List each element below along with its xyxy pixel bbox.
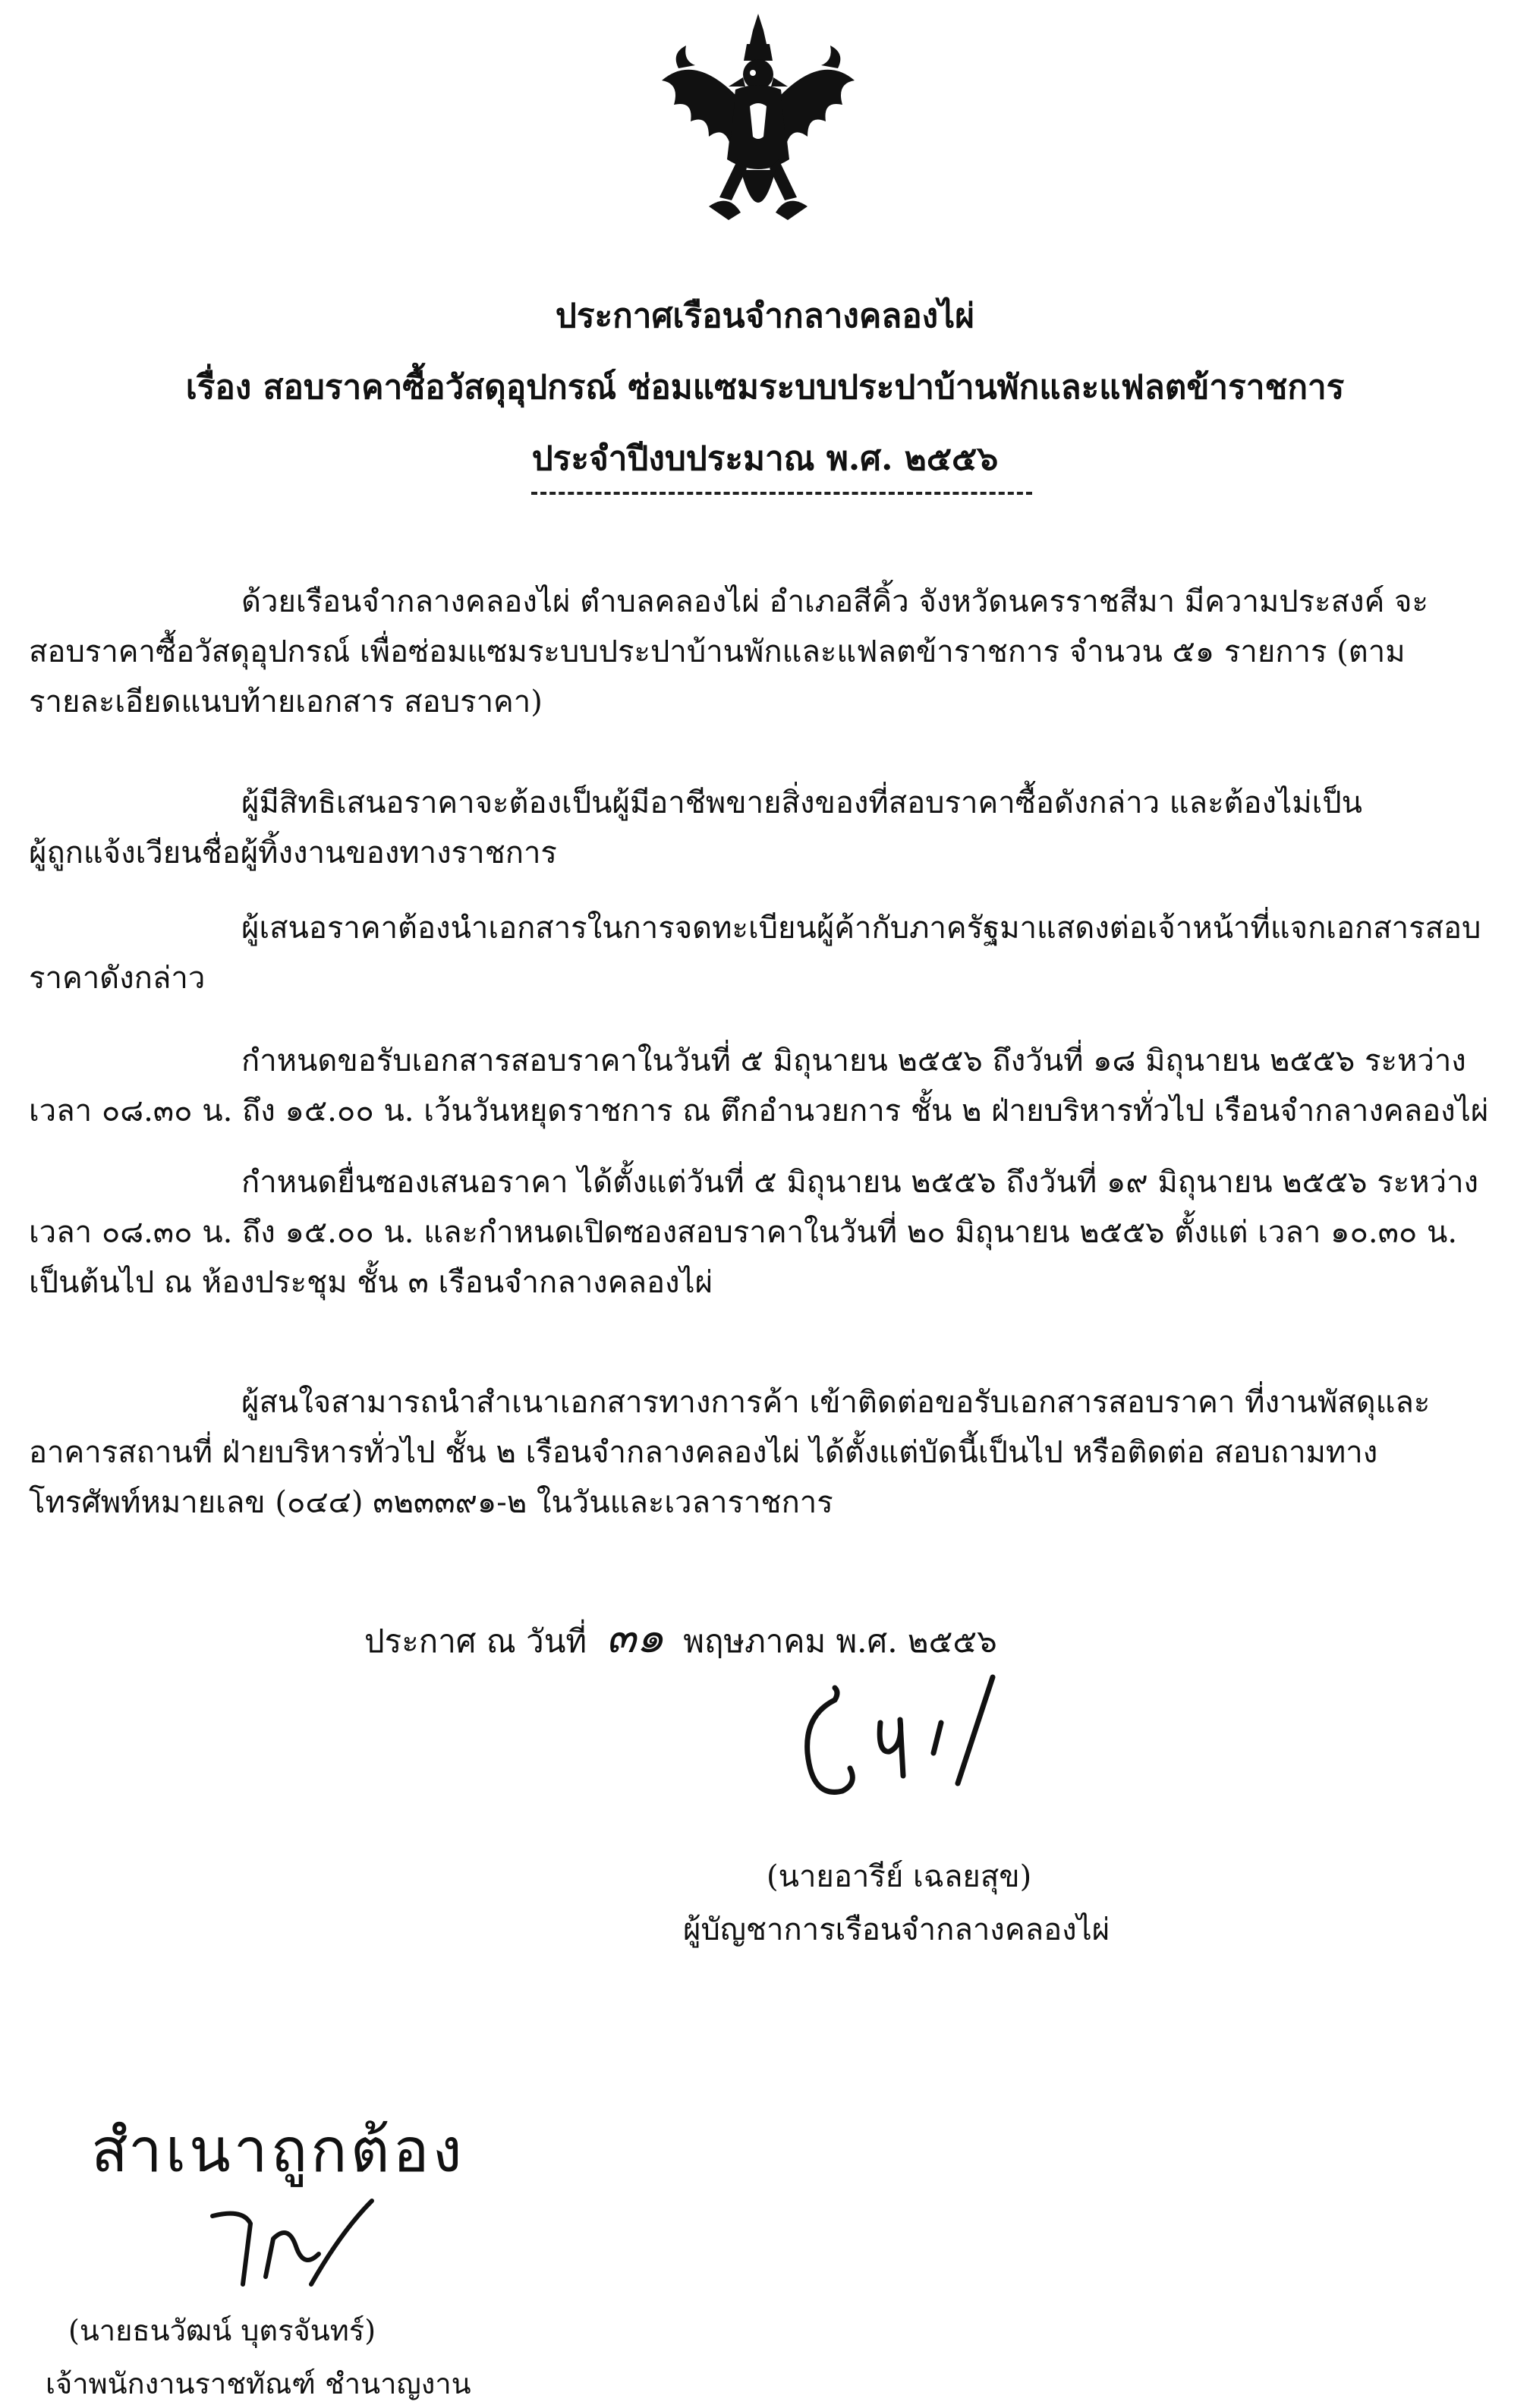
paragraph-line: อาคารสถานที่ ฝ่ายบริหารทั่วไป ชั้น ๒ เรือนจำกลางคลองไผ่ ได้ตั้งแต่บัดนี้เป็นไป หรือติดต่อ สอบถามทาง: [29, 1435, 1378, 1470]
paragraph-5: [29, 1157, 1501, 1308]
paragraph-2: [29, 778, 1501, 878]
garuda-emblem-icon: [656, 8, 861, 235]
date-day: ๓๑: [606, 1611, 664, 1663]
certifier-name: (นายธนวัฒน์ บุตรจันทร์): [68, 2314, 376, 2347]
paragraph-line: ผู้สนใจสามารถนำสำเนาเอกสารทางการค้า เข้าติดต่อขอรับเอกสารสอบราคา ที่งานพัสดุและ: [241, 1385, 1431, 1420]
paragraph-line: ด้วยเรือนจำกลางคลองไผ่ ตำบลคลองไผ่ อำเภอสีคิ้ว จังหวัดนครราชสีมา มีความประสงค์ จะ: [241, 584, 1428, 619]
announcement-date: [364, 1601, 997, 1672]
header-divider: [531, 492, 1032, 495]
paragraph-line: เป็นต้นไป ณ ห้องประชุม ชั้น ๓ เรือนจำกลางคลองไผ่: [29, 1265, 713, 1300]
document-title: ประกาศเรือนจำกลางคลองไผ่: [555, 297, 975, 335]
paragraph-line: ราคาดังกล่าว: [29, 961, 206, 996]
paragraph-line: ผู้ถูกแจ้งเวียนชื่อผู้ทิ้งงานของทางราชการ: [29, 836, 557, 870]
paragraph-3: [29, 903, 1501, 1003]
paragraph-line: เวลา ๐๘.๓๐ น. ถึง ๑๕.๐๐ น. และกำหนดเปิดซองสอบราคาในวันที่ ๒๐ มิถุนายน ๒๕๕๖ ตั้งแต่ เวลา ๑๐.๓๐ น.: [29, 1215, 1458, 1250]
paragraph-6: [29, 1377, 1501, 1528]
certified-copy-stamp: สำเนาถูกต้อง: [91, 2115, 465, 2186]
signer-name: (นายอารีย์ เฉลยสุข): [767, 1859, 1032, 1894]
paragraph-line: ผู้มีสิทธิเสนอราคาจะต้องเป็นผู้มีอาชีพขายสิ่งของที่สอบราคาซื้อดังกล่าว และต้องไม่เป็น: [241, 785, 1362, 820]
paragraph-line: สอบราคาซื้อวัสดุอุปกรณ์ เพื่อซ่อมแซมระบบประปาบ้านพักและแฟลตข้าราชการ จำนวน ๕๑ รายการ (ตาม: [29, 634, 1406, 669]
document-header: [0, 281, 1530, 495]
handwritten-signature-icon: [197, 2186, 379, 2299]
signer-title: ผู้บัญชาการเรือนจำกลางคลองไผ่: [683, 1912, 1110, 1947]
paragraph-line: ผู้เสนอราคาต้องนำเอกสารในการจดทะเบียนผู้ค้ากับภาครัฐมาแสดงต่อเจ้าหน้าที่แจกเอกสารสอบ: [241, 911, 1481, 946]
certifier-title: เจ้าพนักงานราชทัณฑ์ ชำนาญงาน: [46, 2367, 471, 2400]
paragraph-line: โทรศัพท์หมายเลข (๐๔๔) ๓๒๓๓๙๑-๒ ในวันและเวลาราชการ: [29, 1485, 833, 1520]
date-month-year: พฤษภาคม พ.ศ. ๒๕๕๖: [683, 1623, 997, 1660]
paragraph-1: [29, 577, 1501, 727]
paragraph-line: เวลา ๐๘.๓๐ น. ถึง ๑๕.๐๐ น. เว้นวันหยุดราชการ ณ ตึกอำนวยการ ชั้น ๒ ฝ่ายบริหารทั่วไป เรือนจำกลางคลองไผ่: [29, 1094, 1489, 1128]
paragraph-line: กำหนดยื่นซองเสนอราคา ได้ตั้งแต่วันที่ ๕ มิถุนายน ๒๕๕๖ ถึงวันที่ ๑๙ มิถุนายน ๒๕๕๖ ระหว่าง: [241, 1165, 1479, 1200]
fiscal-year: ประจำปีงบประมาณ พ.ศ. ๒๕๕๖: [531, 439, 999, 478]
paragraph-line: กำหนดขอรับเอกสารสอบราคาในวันที่ ๕ มิถุนายน ๒๕๕๖ ถึงวันที่ ๑๘ มิถุนายน ๒๕๕๖ ระหว่าง: [241, 1043, 1466, 1078]
date-prefix: ประกาศ ณ วันที่: [364, 1623, 587, 1660]
paragraph-4: [29, 1036, 1501, 1136]
handwritten-signature-icon: [789, 1670, 1002, 1821]
document-subject: เรื่อง สอบราคาซื้อวัสดุอุปกรณ์ ซ่อมแซมระบบประปาบ้านพักและแฟลตข้าราชการ: [185, 368, 1345, 407]
paragraph-line: รายละเอียดแนบท้ายเอกสาร สอบราคา): [29, 685, 543, 719]
